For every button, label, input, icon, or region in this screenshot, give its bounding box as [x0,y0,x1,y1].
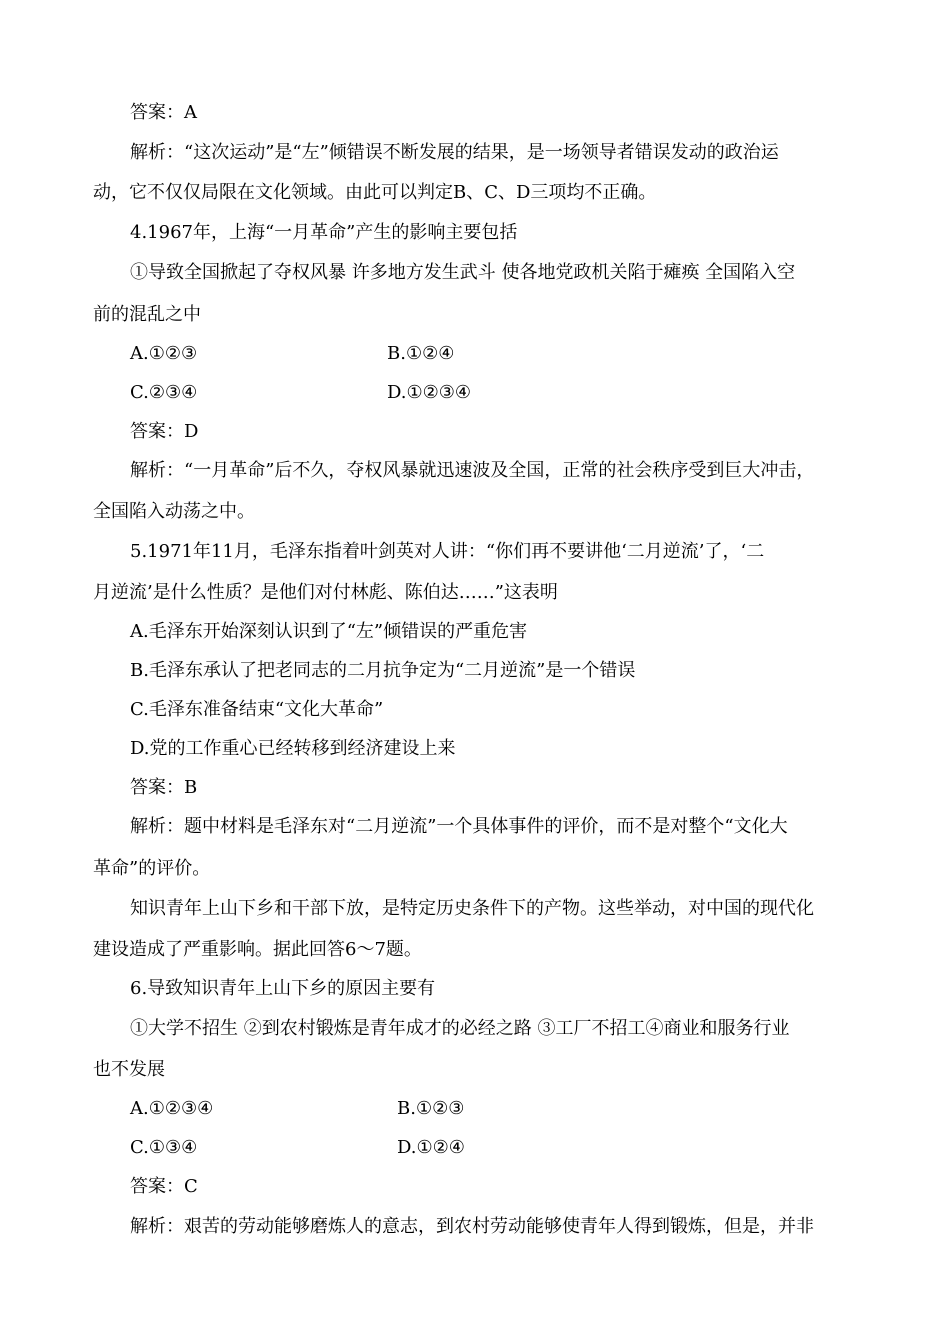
q3-analysis-line1: 解析：“这次运动”是“左”倾错误不断发展的结果，是一场领导者错误发动的政治运 [130,142,779,163]
q4-analysis-line1: 解析：“一月革命”后不久，夺权风暴就迅速波及全国，正常的社会秩序受到巨大冲击， [130,460,815,481]
q6-stem: 6.导致知识青年上山下乡的原因主要有 [130,978,436,999]
q4-option-c: C.②③④ [130,382,198,403]
q5-analysis-line1: 解析：题中材料是毛泽东对“二月逆流”一个具体事件的评价，而不是对整个“文化大 [130,816,788,837]
q6-answer: 答案：C [130,1176,198,1197]
q4-option-b: B.①②④ [387,343,455,364]
q4-items-line2: 前的混乱之中 [93,304,201,325]
q4-option-d: D.①②③④ [387,382,472,403]
q6-items-line2: 也不发展 [93,1059,165,1080]
q5-answer: 答案：B [130,777,198,798]
q5-analysis-line2: 革命”的评价。 [93,858,211,879]
material-line2: 建设造成了严重影响。据此回答6～7题。 [93,939,422,960]
q4-analysis-line2: 全国陷入动荡之中。 [93,501,255,522]
q4-option-a: A.①②③ [130,343,198,364]
q6-items-line1: ①大学不招生 ②到农村锻炼是青年成才的必经之路 ③工厂不招工④商业和服务行业 [130,1018,790,1039]
q3-analysis-line2: 动，它不仅仅局限在文化领域。由此可以判定B、C、D三项均不正确。 [93,182,657,203]
q3-answer: 答案：A [130,102,197,123]
q6-option-d: D.①②④ [397,1137,465,1158]
q6-option-b: B.①②③ [397,1098,465,1119]
q4-answer: 答案：D [130,421,199,442]
q4-stem: 4.1967年，上海“一月革命”产生的影响主要包括 [130,222,518,243]
q5-option-c: C.毛泽东准备结束“文化大革命” [130,699,384,720]
q5-option-b: B.毛泽东承认了把老同志的二月抗争定为“二月逆流”是一个错误 [130,660,636,681]
q5-option-a: A.毛泽东开始深刻认识到了“左”倾错误的严重危害 [130,621,528,642]
q5-option-d: D.党的工作重心已经转移到经济建设上来 [130,738,456,759]
q6-option-c: C.①③④ [130,1137,198,1158]
q4-items-line1: ①导致全国掀起了夺权风暴 许多地方发生武斗 使各地党政机关陷于瘫痪 全国陷入空 [130,262,796,283]
q5-stem-line2: 月逆流’是什么性质？是他们对付林彪、陈伯达……”这表明 [93,582,558,603]
q6-analysis-line1: 解析：艰苦的劳动能够磨炼人的意志，到农村劳动能够使青年人得到锻炼，但是，并非 [130,1216,814,1237]
material-line1: 知识青年上山下乡和干部下放，是特定历史条件下的产物。这些举动，对中国的现代化 [130,898,814,919]
q6-option-a: A.①②③④ [130,1098,214,1119]
q5-stem-line1: 5.1971年11月，毛泽东指着叶剑英对人讲：“你们再不要讲他‘二月逆流’了，‘二 [130,541,765,562]
